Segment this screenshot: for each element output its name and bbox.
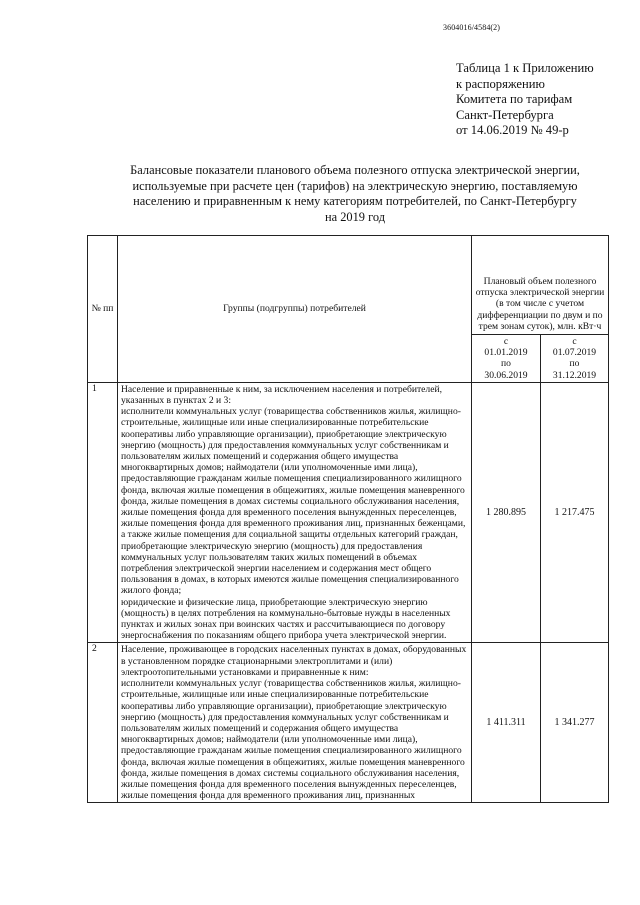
header-volume: Плановый объем полезного отпуска электрической энергии (в том числе с учетом дифференциации по двум и по трем зонам суток), млн. кВт·ч bbox=[472, 236, 609, 335]
period-text: по bbox=[569, 358, 580, 370]
description-paragraph: исполнители коммунальных услуг (товарищества собственников жилья, жилищно-строительные, жилищные или иные специализированные потребительские кооперативы либо управляющие организации), приобретающие электрическую энергию (мощность) для предоставления коммунальных услуг собственникам и пользователям жилых помещений и содержания общего имущества многоквартирных домов; наймодатели (или уполномоченные ими лица), предоставляющие гражданам жилые помещения специализированного жилищного фонда, включая жилые помещения в общежитиях, жилые помещения маневренного фонда, жилые помещения в домах системы социального обслуживания населения, жилые помещения фонда для временного поселения вынужденных переселенцев, жилые помещения фонда для временного проживания лиц, признанных bbox=[121, 678, 465, 802]
document-title bbox=[110, 163, 600, 225]
period-text: 01.01.2019 bbox=[484, 347, 528, 359]
title-line: на 2019 год bbox=[324, 209, 386, 224]
row-value-period-2: 1 341.277 bbox=[541, 643, 609, 803]
row-value-period-1: 1 411.311 bbox=[472, 643, 541, 803]
description-paragraph: Население, проживающее в городских населенных пунктах в домах, оборудованных в установленном порядке стационарными электроплитами и (или) электроотопительными установками и приравненные к ним: bbox=[121, 644, 467, 678]
appendix-line: Санкт-Петербурга bbox=[456, 107, 554, 122]
row-value-period-2: 1 217.475 bbox=[541, 382, 609, 643]
row-description bbox=[118, 643, 472, 803]
row-number: 2 bbox=[88, 643, 118, 803]
row-value-period-1: 1 280.895 bbox=[472, 382, 541, 643]
document-number: 3604016/4584(2) bbox=[443, 23, 501, 32]
header-period-2 bbox=[541, 335, 609, 383]
table-row bbox=[88, 643, 609, 803]
period-text: по bbox=[501, 358, 511, 370]
period-text: с bbox=[503, 336, 509, 347]
appendix-line: Комитета по тарифам bbox=[456, 92, 573, 107]
appendix-line: от 14.06.2019 № 49-р bbox=[456, 123, 569, 138]
title-line: населению и приравненным к нему категориям потребителей, по Санкт-Петербургу bbox=[133, 194, 577, 209]
period-text: с bbox=[572, 336, 577, 347]
title-line: используемые при расчете цен (тарифов) на электрическую энергию, поставляемую bbox=[132, 178, 578, 193]
table-row bbox=[88, 382, 609, 643]
appendix-line: Таблица 1 к Приложению bbox=[456, 61, 594, 75]
period-text: 01.07.2019 bbox=[552, 347, 597, 359]
header-period-1 bbox=[472, 335, 541, 383]
header-number: № пп bbox=[88, 236, 118, 383]
period-text: 30.06.2019 bbox=[484, 369, 528, 381]
description-paragraph: юридические и физические лица, приобретающие электрическую энергию (мощность) в целях потребления на коммунально-бытовые нужды в населенных пунктах и жилых зонах при воинских частях и рассчитывающиеся по договору энергоснабжения по показаниям общего прибора учета электрической энергии. bbox=[121, 596, 451, 642]
description-paragraph: исполнители коммунальных услуг (товарищества собственников жилья, жилищно-строительные, жилищные или иные специализированные потребительские кооперативы либо управляющие организации), приобретающие электрическую энергию (мощность) для предоставления коммунальных услуг собственникам и пользователям жилых помещений и содержания общего имущества многоквартирных домов; наймодатели (или уполномоченные ими лица), предоставляющие гражданам жилые помещения специализированного жилищного фонда, включая жилые помещения в общежитиях, жилые помещения маневренного фонда, жилые помещения в домах системы социального обслуживания населения, жилые помещения фонда для временного поселения вынужденных переселенцев, жилые помещения фонда для временного проживания лиц, признанных беженцами, а также жилые помещения для социальной защиты отдельных категорий граждан, приобретающие электрическую энергию (мощность) для предоставления коммунальных услуг пользователям таких жилых помещений в объемах потребления электрической энергии населением и содержания мест общего пользования в домах, в которых имеются жилые помещения специализированного жилого фонда; bbox=[121, 406, 466, 597]
header-group: Группы (подгруппы) потребителей bbox=[118, 236, 472, 383]
appendix-line: к распоряжению bbox=[456, 76, 545, 91]
row-number: 1 bbox=[88, 382, 118, 643]
title-line: Балансовые показатели планового объема полезного отпуска электрической энергии, bbox=[130, 163, 580, 177]
row-description bbox=[118, 382, 472, 643]
header-row bbox=[88, 236, 609, 335]
appendix-reference bbox=[456, 61, 594, 139]
description-paragraph: Население и приравненные к ним, за исключением населения и потребителей, указанных в пунктах 2 и 3: bbox=[121, 383, 442, 407]
balance-table bbox=[87, 235, 609, 803]
period-text: 31.12.2019 bbox=[552, 369, 597, 381]
